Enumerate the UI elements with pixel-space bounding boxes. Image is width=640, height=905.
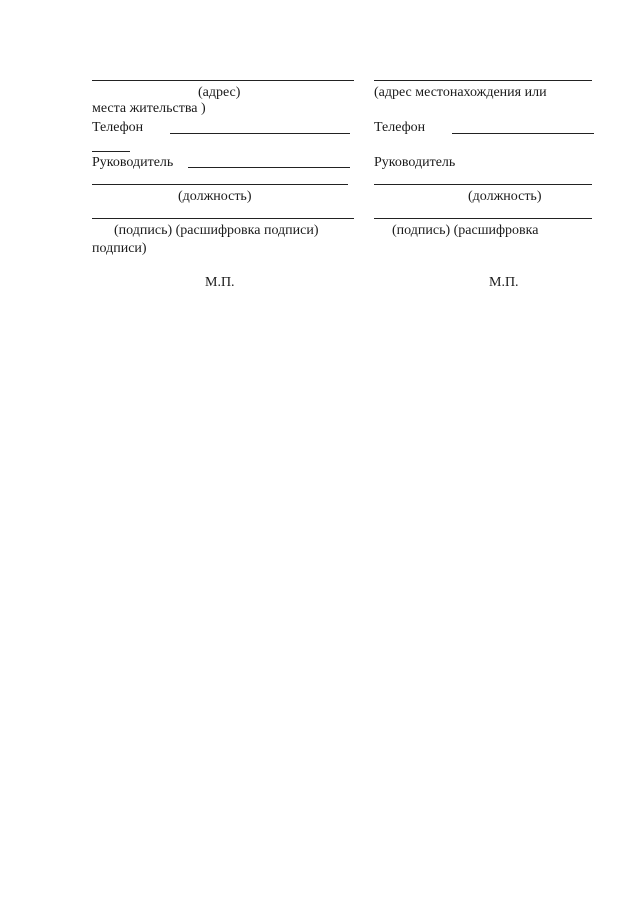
left-stamp-label: М.П.: [205, 275, 235, 290]
right-head-label: Руководитель: [374, 155, 456, 170]
left-signature-label: (подпись) (расшифровка подписи): [114, 223, 319, 238]
right-address-line: [374, 80, 592, 81]
right-position-label: (должность): [468, 189, 542, 204]
right-phone-label: Телефон: [374, 120, 426, 135]
right-address-label: (адрес местонахождения или: [374, 85, 547, 100]
left-signature-continuation: подписи): [92, 241, 147, 256]
right-position-line: [374, 184, 592, 185]
left-head-line: [188, 167, 350, 168]
left-signature-line: [92, 218, 354, 219]
right-signature-line: [374, 218, 592, 219]
right-stamp-label: М.П.: [489, 275, 519, 290]
left-address-label: (адрес): [198, 85, 241, 100]
left-position-label: (должность): [178, 189, 252, 204]
left-address-line: [92, 80, 354, 81]
left-phone-label: Телефон: [92, 120, 144, 135]
left-address-continuation: места жительства ): [92, 101, 206, 116]
left-position-line: [92, 184, 348, 185]
left-head-label: Руководитель: [92, 155, 174, 170]
left-phone-line: [170, 133, 350, 134]
right-signature-label: (подпись) (расшифровка: [392, 223, 539, 238]
right-phone-line: [452, 133, 594, 134]
left-phone-line-overflow: [92, 151, 130, 152]
